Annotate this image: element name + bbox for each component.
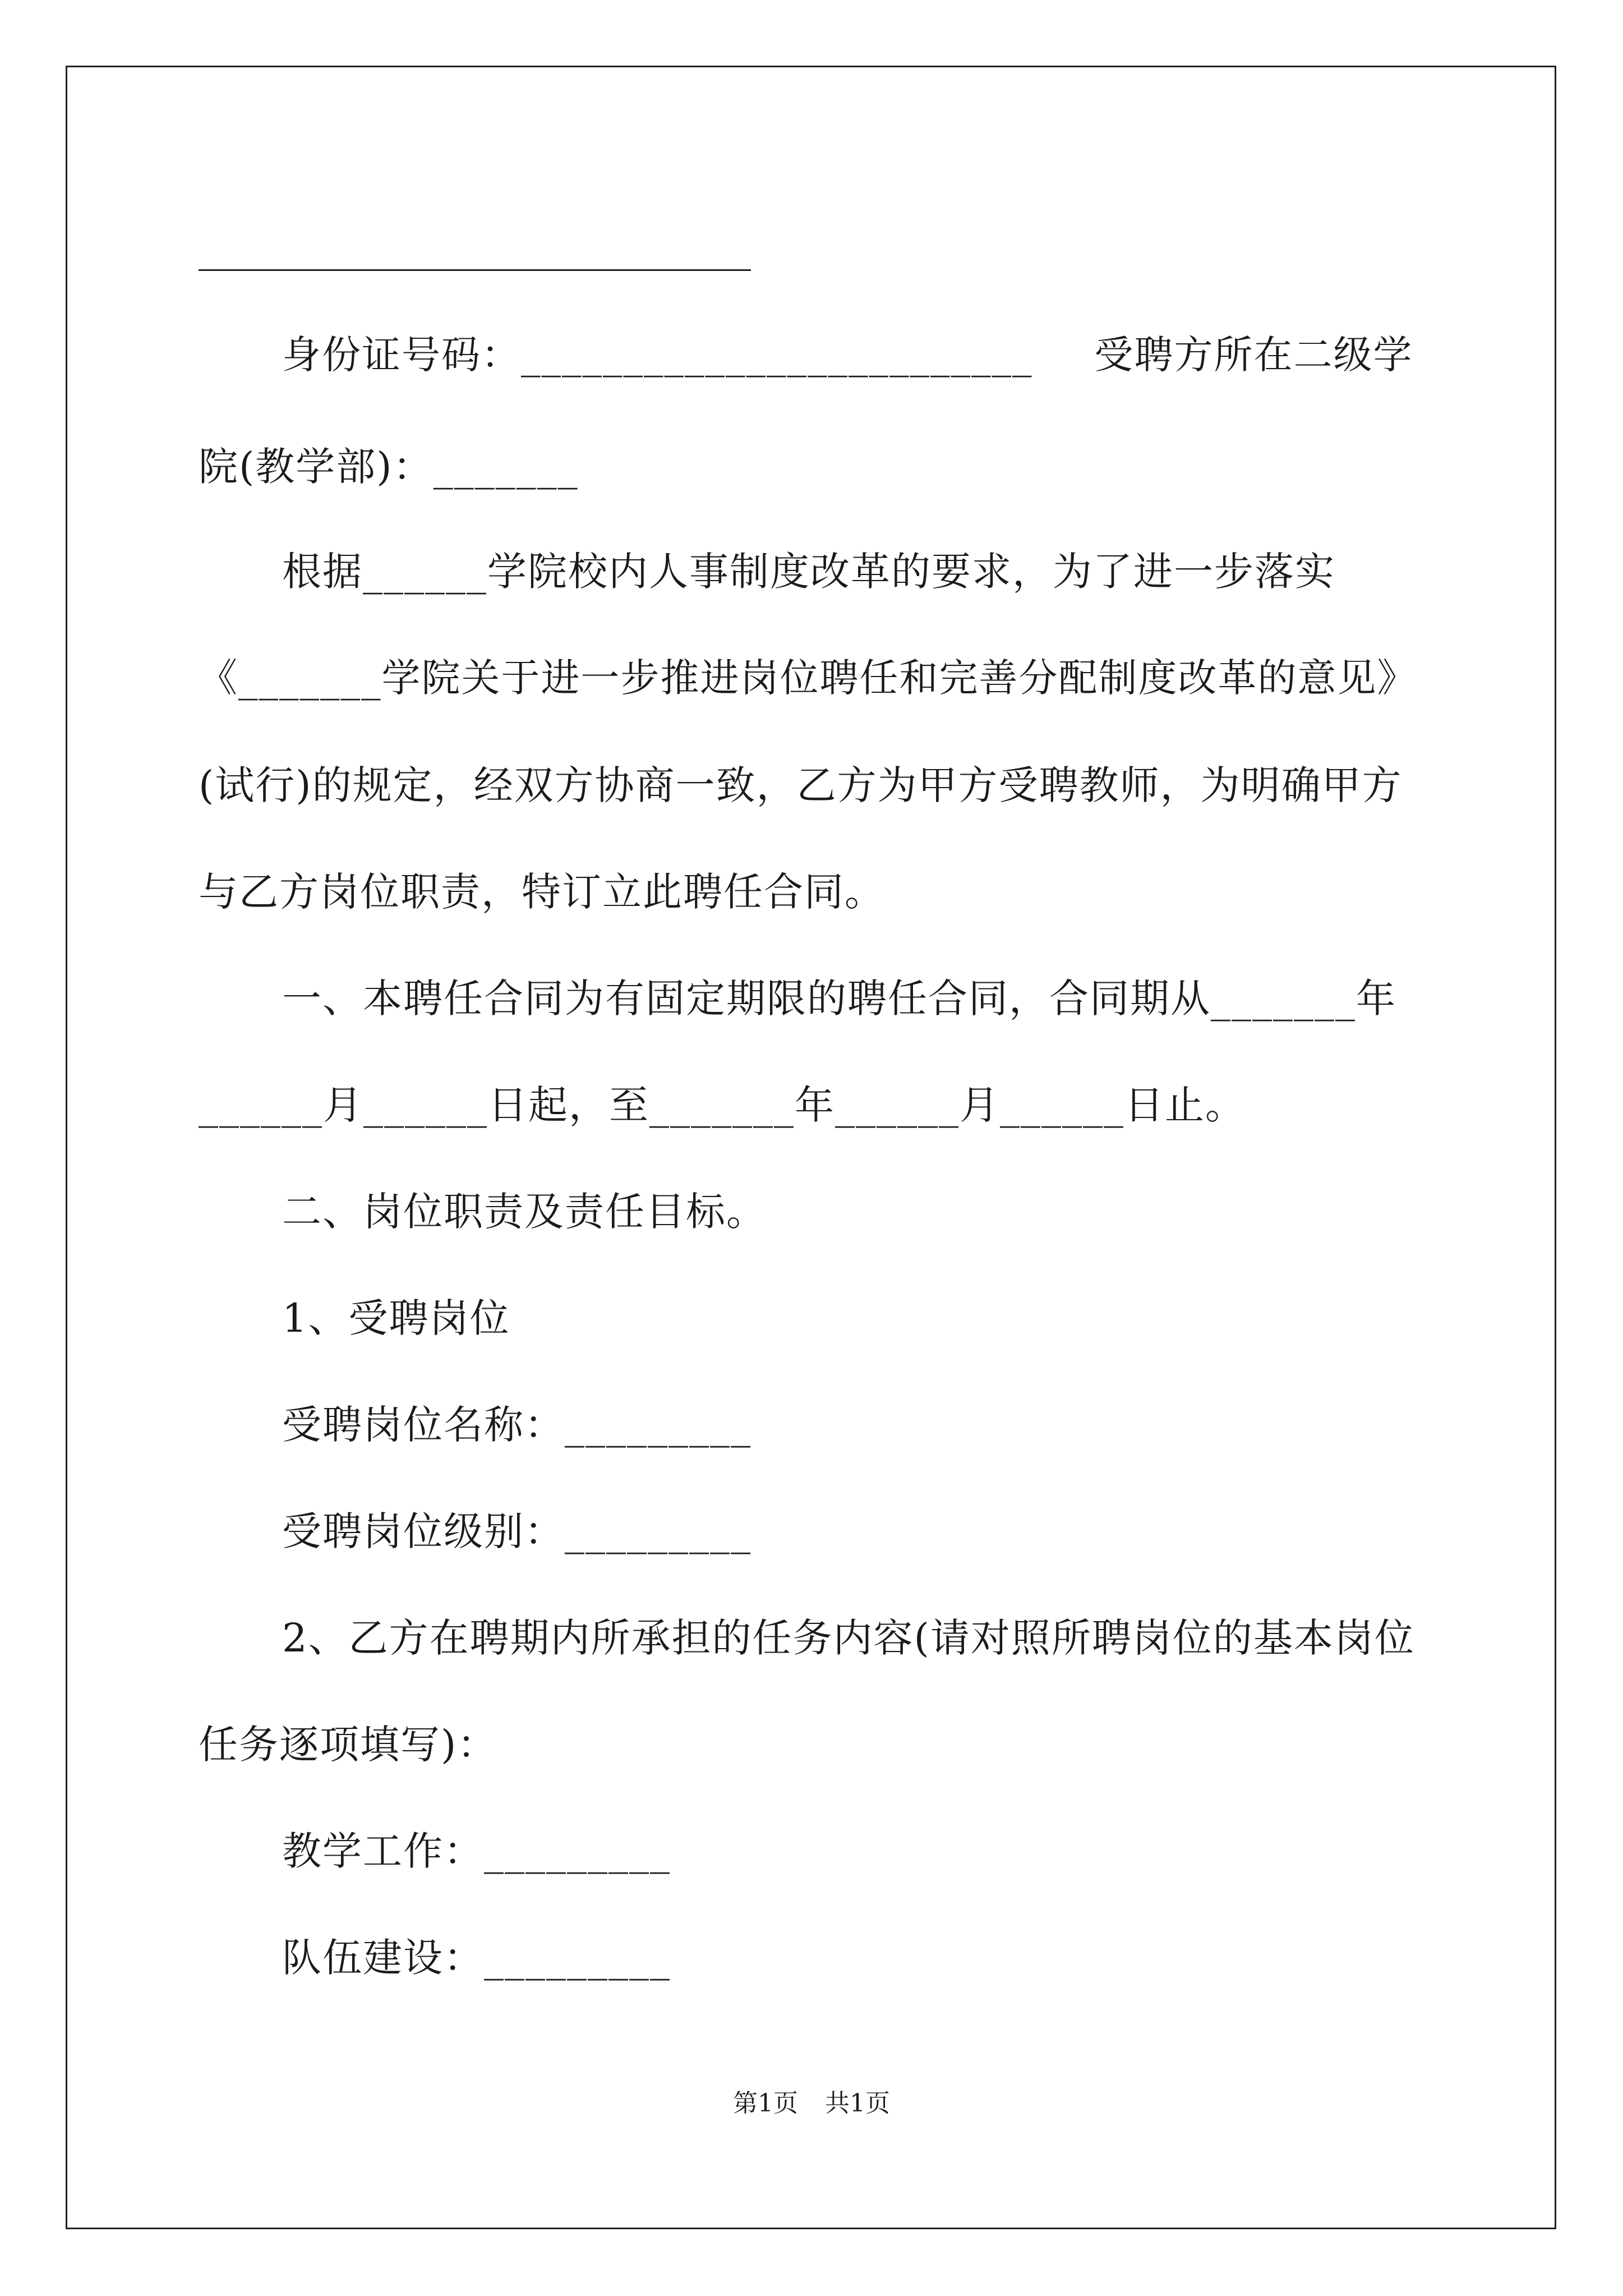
clause2-title: 二、岗位职责及责任目标。 (282, 1189, 767, 1235)
position-name-field: 受聘岗位名称：_________ (282, 1402, 751, 1448)
basis-para-line-2: 《_______学院关于进一步推进岗位聘任和完善分配制度改革的意见》 (199, 656, 1417, 701)
page-total: 共1页 (825, 2089, 890, 2118)
unit-line: 院(教学部)：_______ (199, 444, 579, 490)
item2-line-2: 任务逐项填写)： (199, 1722, 498, 1768)
basis-para-line-4: 与乙方岗位职责，特订立此聘任合同。 (199, 869, 885, 915)
basis-para-line-1: 根据______学院校内人事制度改革的要求，为了进一步落实 (282, 549, 1335, 595)
unit-label: 受聘方所在二级学 (1094, 333, 1413, 378)
page-footer (0, 2088, 1623, 2119)
clause1-line-2: ______月______日起，至_______年______月______日止。 (199, 1082, 1246, 1128)
item1-title: 1、受聘岗位 (282, 1295, 510, 1341)
teaching-work-field: 教学工作：_________ (282, 1828, 671, 1874)
team-building-field: 队伍建设：_________ (282, 1935, 671, 1981)
id-number-label: 身份证号码： (282, 333, 521, 378)
position-level-field: 受聘岗位级别：_________ (282, 1508, 751, 1554)
page-border (66, 66, 1556, 2229)
item2-line-1: 2、乙方在聘期内所承担的任务内容(请对照所聘岗位的基本岗位 (282, 1615, 1415, 1661)
id-number-line (282, 330, 1413, 380)
id-number-blank: _________________________ (521, 333, 1033, 378)
top-blank-rule (199, 269, 751, 271)
basis-para-line-3: (试行)的规定，经双方协商一致，乙方为甲方受聘教师，为明确甲方 (199, 762, 1403, 808)
clause1-line-1: 一、本聘任合同为有固定期限的聘任合同，合同期从_______年 (282, 976, 1396, 1022)
page-current: 第1页 (733, 2089, 798, 2118)
